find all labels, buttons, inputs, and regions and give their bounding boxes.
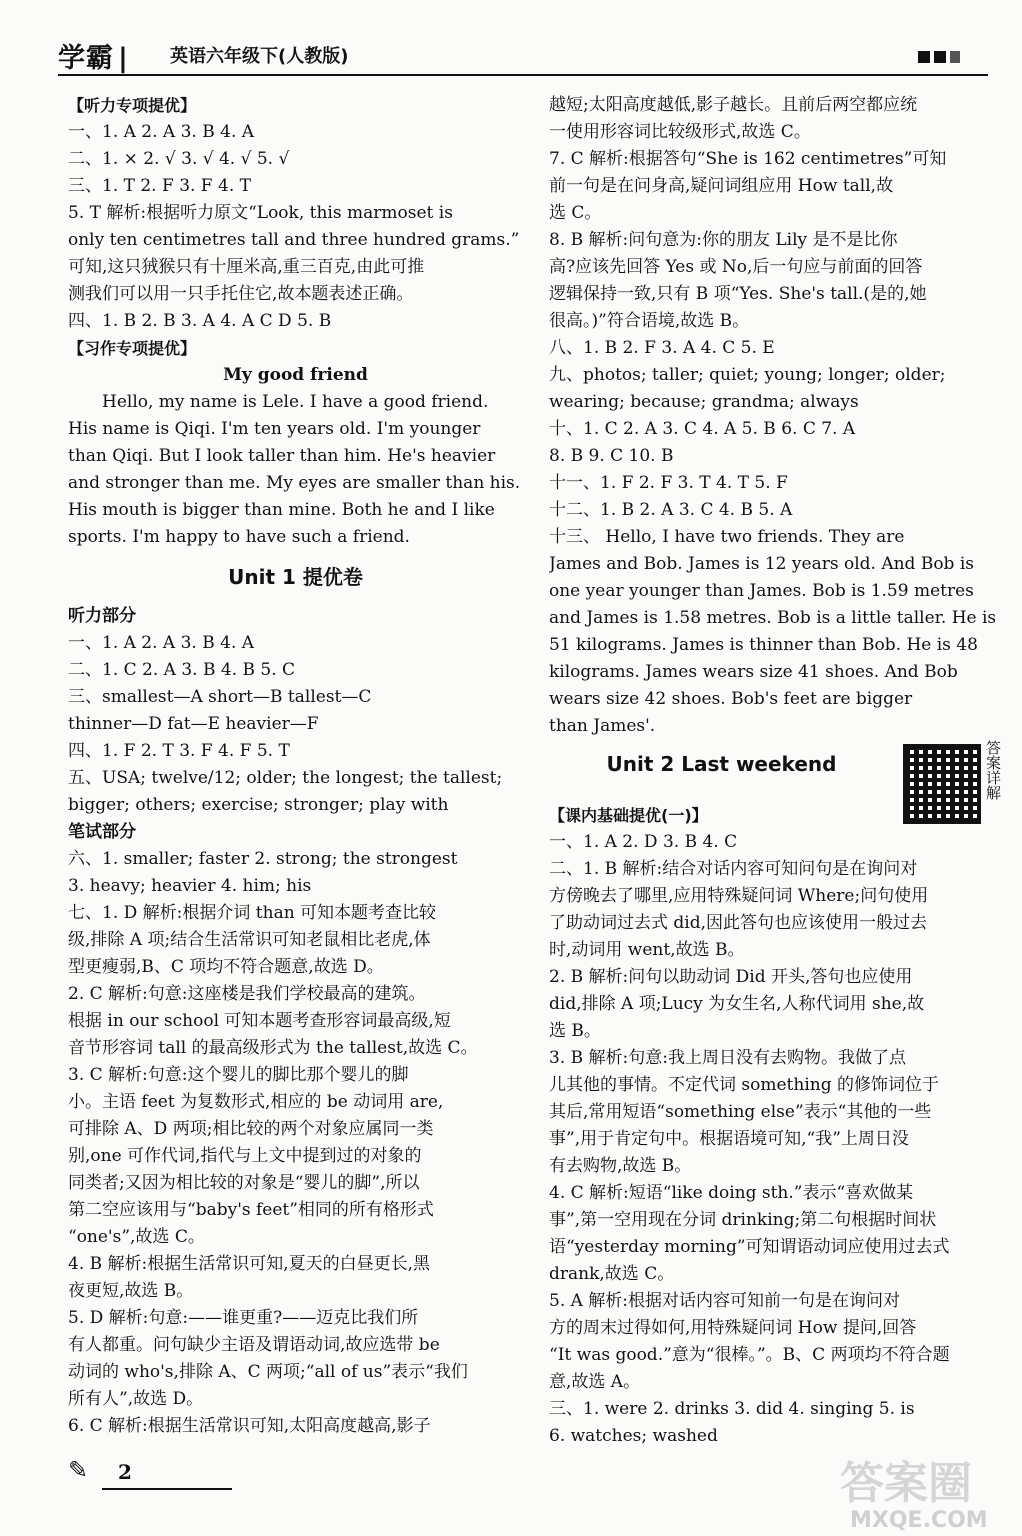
text-line: 十三、 Hello, I have two friends. They are: [549, 527, 905, 547]
text-line: 一、1. A 2. D 3. B 4. C: [549, 832, 738, 852]
text-line: 三、1. were 2. drinks 3. did 4. singing 5. is: [549, 1399, 915, 1419]
text-line: 5. D 解析:句意:——谁更重?——迈克比我们所: [68, 1308, 419, 1328]
text-line: 4. B 解析:根据生活常识可知,夏天的白昼更长,黑: [68, 1254, 431, 1274]
text-line: one year younger than James. Bob is 1.59 metres: [549, 581, 974, 601]
page-header: [58, 36, 988, 78]
text-line: thinner—D fat—E heavier—F: [68, 714, 319, 734]
essay-line: and stronger than me. My eyes are smaller than his.: [68, 473, 521, 493]
text-line: 逻辑保持一致,只有 B 项“Yes. She's tall.(是的,她: [549, 284, 927, 304]
text-line: 了助动词过去式 did,因此答句也应该使用一般过去: [549, 913, 928, 933]
text-line: 高?应该先回答 Yes 或 No,后一句应与前面的回答: [549, 257, 923, 277]
text-line: 所有人”,故选 D。: [68, 1389, 204, 1409]
text-line: “one's”,故选 C。: [68, 1227, 205, 1247]
text-line: 语“yesterday morning”可知谓语动词应使用过去式: [549, 1237, 950, 1257]
text-line: 事”,用于肯定句中。根据语境可知,“我”上周日没: [549, 1129, 909, 1149]
text-line: 五、USA; twelve/12; older; the longest; the tallest;: [68, 768, 503, 788]
essay-line: sports. I'm happy to have such a friend.: [68, 527, 410, 547]
text-line: 7. C 解析:根据答句“She is 162 centimetres”可知: [549, 149, 947, 169]
text-line: drank,故选 C。: [549, 1264, 675, 1284]
text-line: 二、1. C 2. A 3. B 4. B 5. C: [68, 660, 296, 680]
page-number: 2: [118, 1460, 132, 1484]
footer-rule: [102, 1488, 232, 1490]
qr-code-icon[interactable]: [903, 744, 981, 824]
unit2-title: Unit 2 Last weekend: [606, 752, 837, 776]
text-line: kilograms. James wears size 41 shoes. And Bob: [549, 662, 958, 682]
text-line: 四、1. B 2. B 3. A 4. A C D 5. B: [68, 311, 332, 331]
watermark-logo: 答案圈: [840, 1458, 972, 1509]
text-line: 3. heavy; heavier 4. him; his: [68, 876, 312, 896]
unit1-title: Unit 1 提优卷: [228, 565, 363, 589]
text-line: 小。主语 feet 为复数形式,相应的 be 动词用 are,: [68, 1092, 444, 1112]
text-line: 根据 in our school 可知本题考查形容词最高级,短: [68, 1011, 451, 1031]
text-line: 越短;太阳高度越低,影子越长。且前后两空都应统: [549, 95, 918, 115]
text-line: 其后,常用短语“something else”表示“其他的一些: [549, 1102, 932, 1122]
text-line: wearing; because; grandma; always: [549, 392, 859, 412]
text-line: 第二空应该用与“baby's feet”相同的所有格形式: [68, 1200, 434, 1220]
book-title: 英语六年级下(人教版): [170, 46, 349, 67]
section-heading: 【习作专项提优】: [68, 339, 197, 358]
text-line: 十一、1. F 2. F 3. T 4. T 5. F: [549, 473, 788, 493]
text-line: did,排除 A 项;Lucy 为女生名,人称代词用 she,故: [549, 994, 925, 1014]
text-line: “It was good.”意为“很棒。”。B、C 两项均不符合题: [549, 1345, 950, 1365]
text-line: 四、1. F 2. T 3. F 4. F 5. T: [68, 741, 290, 761]
text-line: James and Bob. James is 12 years old. And Bob is: [549, 554, 975, 574]
text-line: 选 B。: [549, 1021, 601, 1041]
section-heading: 【听力专项提优】: [68, 96, 197, 115]
text-line: 3. B 解析:句意:我上周日没有去购物。我做了点: [549, 1048, 906, 1068]
text-line: 意,故选 A。: [549, 1372, 641, 1392]
text-line: 可排除 A、D 两项;相比较的两个对象应属同一类: [68, 1119, 434, 1139]
text-line: 有去购物,故选 B。: [549, 1156, 692, 1176]
text-line: 八、1. B 2. F 3. A 4. C 5. E: [549, 338, 775, 358]
header-decoration: [918, 51, 960, 63]
text-line: 级,排除 A 项;结合生活常识可知老鼠相比老虎,体: [68, 930, 431, 950]
text-line: 十二、1. B 2. A 3. C 4. B 5. A: [549, 500, 793, 520]
text-line: wears size 42 shoes. Bob's feet are bigger: [549, 689, 913, 709]
text-line: 方的周末过得如何,用特殊疑问词 How 提问,回答: [549, 1318, 917, 1338]
text-line: 很高。)”符合语境,故选 B。: [549, 311, 750, 331]
text-line: 5. T 解析:根据听力原文“Look, this marmoset is: [68, 203, 453, 223]
section-heading: 【课内基础提优(一)】: [549, 806, 708, 825]
essay-line: Hello, my name is Lele. I have a good friend.: [102, 392, 489, 412]
text-line: 时,动词用 went,故选 B。: [549, 940, 745, 960]
text-line: 十、1. C 2. A 3. C 4. A 5. B 6. C 7. A: [549, 419, 856, 439]
text-line: 动词的 who's,排除 A、C 两项;“all of us”表示“我们: [68, 1362, 468, 1382]
text-line: 型更瘦弱,B、C 项均不符合题意,故选 D。: [68, 957, 384, 977]
text-line: 6. C 解析:根据生活常识可知,太阳高度越高,影子: [68, 1416, 431, 1436]
left-column: [68, 92, 523, 1440]
text-line: 二、1. × 2. √ 3. √ 4. √ 5. √: [68, 149, 290, 169]
subsection-heading: 听力部分: [68, 606, 136, 626]
text-line: 2. B 解析:问句以助动词 Did 开头,答句也应使用: [549, 967, 913, 987]
text-line: 4. C 解析:短语“like doing sth.”表示“喜欢做某: [549, 1183, 914, 1203]
essay-line: His mouth is bigger than mine. Both he and I like: [68, 500, 495, 520]
essay-line: than Qiqi. But I look taller than him. He's heavier: [68, 446, 496, 466]
text-line: 夜更短,故选 B。: [68, 1281, 194, 1301]
pen-icon: ✎: [68, 1456, 89, 1484]
text-line: 测我们可以用一只手托住它,故本题表述正确。: [68, 284, 414, 304]
text-line: 三、smallest—A short—B tallest—C: [68, 687, 372, 707]
text-line: 一、1. A 2. A 3. B 4. A: [68, 122, 255, 142]
text-line: 儿其他的事情。不定代词 something 的修饰词位于: [549, 1075, 939, 1095]
text-line: 一、1. A 2. A 3. B 4. A: [68, 633, 255, 653]
text-line: 选 C。: [549, 203, 602, 223]
text-line: 三、1. T 2. F 3. F 4. T: [68, 176, 251, 196]
text-line: 二、1. B 解析:结合对话内容可知问句是在询问对: [549, 859, 918, 879]
text-line: 51 kilograms. James is thinner than Bob. He is 48: [549, 635, 978, 655]
text-line: only ten centimetres tall and three hundred grams.”: [68, 230, 520, 250]
qr-label: 答案详解: [984, 740, 1002, 800]
text-line: bigger; others; exercise; stronger; play with: [68, 795, 449, 815]
brand-logo: 学霸 |: [58, 43, 129, 74]
text-line: 事”,第一空用现在分词 drinking;第二句根据时间状: [549, 1210, 937, 1230]
text-line: 九、photos; taller; quiet; young; longer; older;: [549, 365, 946, 385]
subsection-heading: 笔试部分: [68, 822, 136, 842]
essay-line: His name is Qiqi. I'm ten years old. I'm younger: [68, 419, 481, 439]
text-line: 可知,这只狨猴只有十厘米高,重三百克,由此可推: [68, 257, 425, 277]
text-line: 六、1. smaller; faster 2. strong; the strongest: [68, 849, 458, 869]
text-line: 5. A 解析:根据对话内容可知前一句是在询问对: [549, 1291, 901, 1311]
page-footer: [68, 1452, 168, 1492]
text-line: 同类者;又因为相比较的对象是“婴儿的脚”,所以: [68, 1173, 420, 1193]
text-line: 3. C 解析:句意:这个婴儿的脚比那个婴儿的脚: [68, 1065, 409, 1085]
text-line: 2. C 解析:句意:这座楼是我们学校最高的建筑。: [68, 984, 426, 1004]
text-line: 音节形容词 tall 的最高级形式为 the tallest,故选 C。: [68, 1038, 478, 1058]
text-line: 8. B 解析:问句意为:你的朋友 Lily 是不是比你: [549, 230, 898, 250]
text-line: 8. B 9. C 10. B: [549, 446, 674, 466]
text-line: 6. watches; washed: [549, 1426, 718, 1446]
text-line: 别,one 可作代词,指代与上文中提到过的对象的: [68, 1146, 422, 1166]
text-line: and James is 1.58 metres. Bob is a little taller. He is: [549, 608, 997, 628]
text-line: 七、1. D 解析:根据介词 than 可知本题考查比较: [68, 903, 437, 923]
text-line: than James'.: [549, 716, 656, 736]
text-line: 有人都重。问句缺少主语及谓语动词,故应选带 be: [68, 1335, 440, 1355]
text-line: 前一句是在问身高,疑问词组应用 How tall,故: [549, 176, 894, 196]
essay-title: My good friend: [223, 365, 368, 385]
text-line: 一使用形容词比较级形式,故选 C。: [549, 122, 811, 142]
text-line: 方傍晚去了哪里,应用特殊疑问词 Where;问句使用: [549, 886, 929, 906]
watermark-url: MXQE.COM: [850, 1508, 988, 1533]
header-rule: [58, 74, 988, 76]
logo-text: 学霸: [58, 43, 114, 74]
